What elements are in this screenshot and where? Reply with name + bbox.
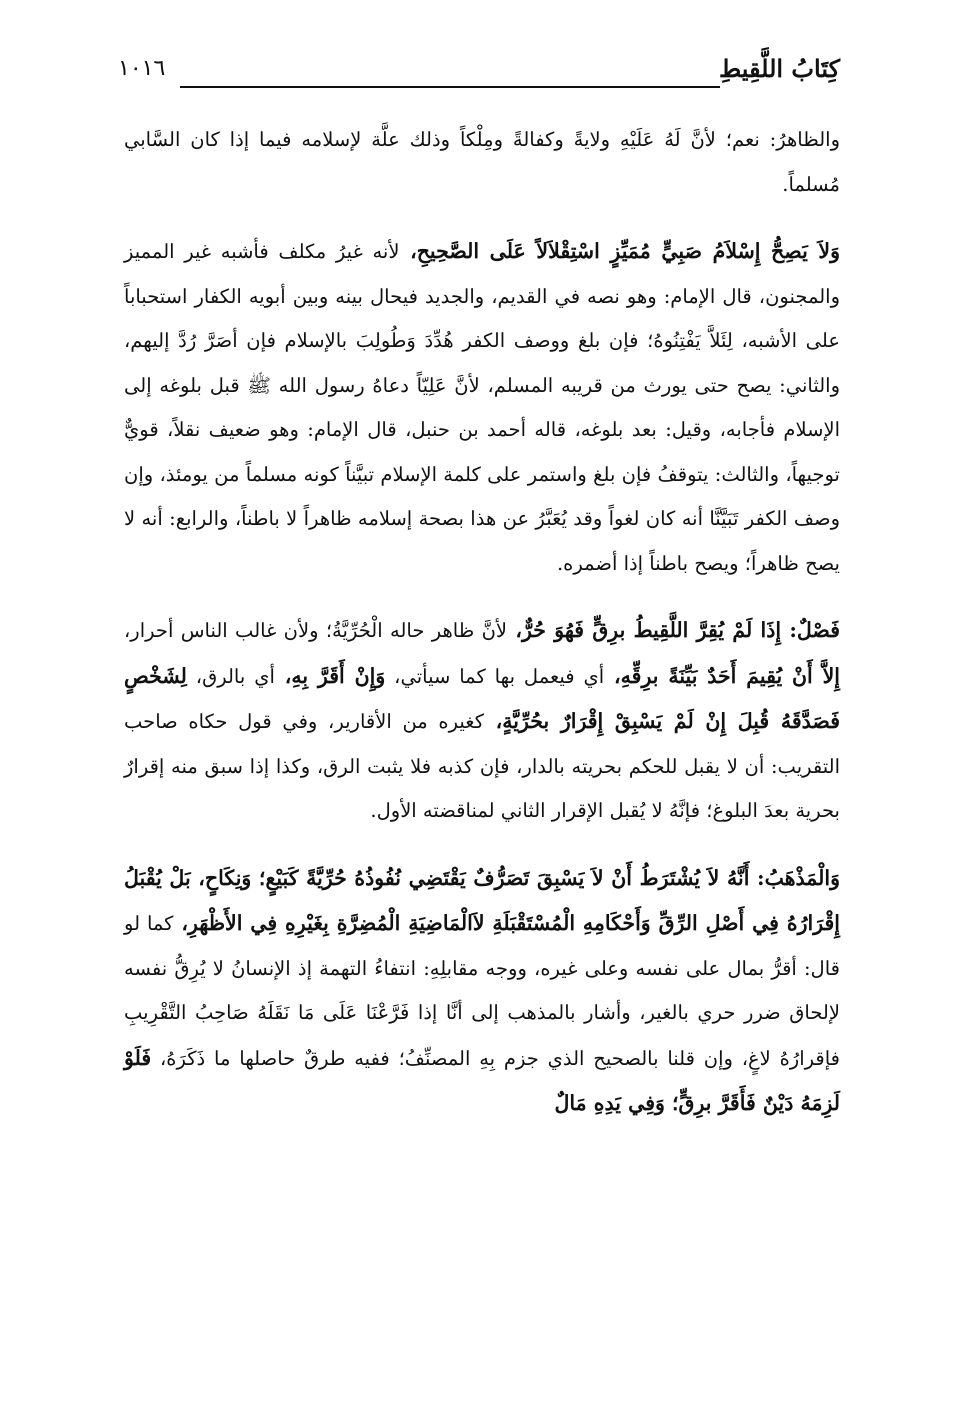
matn-text: وَإِنْ أَقَرَّ بِهِ، [274,663,386,688]
commentary-text: كما لو قال: أقرُّ بمال على نفسه وعلى غيره، ووجه مقابلِهِ: انتفاءُ التهمة إذ الإنسانُ لا يُرِقُّ نفسه لإلحاق ضرر حري بالغير، وأشار بالمذهب إلى أنَّا إذا فَرَّعْنَا عَلَى مَا نَقَلَهُ صَاحِبُ التَّقْرِيبِ فإقرارُهُ لاغٍ، وإن قلنا بالصحيح الذي جزم بِهِ المصنِّفُ؛ ففيه طرقٌ حاصلها ما ذَكَرَهُ، [124,912,840,1070]
commentary-text: أي فيعمل بها كما سيأتي، [385,664,605,688]
commentary-text: كغيره من الأقارير، وفي قول حكاه صاحب التقريب: أن لا يقبل للحكم بحريته بالدار، فإن كذبه فلا يثبت الرق، وكذا إذا سبق منه إقرارٌ بحرية بعدَ البلوغ؛ فإنَّهُ لا يُقبل الإقرار الثاني لمناقضته الأول. [124,710,840,822]
matn-text: فَلَوْ لَزِمَهُ دَيْنٌ فَأَقَرَّ برِقٍّ؛ وَفِي يَدِهِ مَالٌ [124,1045,840,1115]
commentary-text: لأنَّ ظاهر حاله الْحُرِّيَّةُ؛ ولأن غالب الناس أحرار، [124,619,508,642]
commentary-text: لأنه غيرُ مكلف فأشبه غير المميز والمجنون، قال الإمام: وهو نصه في القديم، والجديد فيحال بينه وبين أبويه الكفار استحباباً على الأشبه، لِئَلاَّ يَفْتِنُوهُ؛ فإن بلغ ووصف الكفر هُدِّدَ وَطُولِبَ بالإسلام فإن أصَرَّ رُدَّ إليهم، والثاني: يصح حتى يورث من قريبه المسلم، لأنَّ عَلِيّاً دعاهُ رسول الله ﷺ قبل بلوغه إلى الإسلام فأجابه، وقيل: بعد بلوغه، قاله أحمد بن حنبل، قال الإمام: وهو ضعيف نقلاً، قويٌّ توجيهاً، والثالث: يتوقفُ فإن بلغ واستمر على كلمة الإسلام تبيَّناً كونه مسلماً من يومئذ، وإن وصف الكفر تَبَيَّنَّا أنه كان لغواً وقد يُعَبَّرُ عن هذا بصحة إسلامه ظاهراً لا باطناً، والرابع: أنه لا يصح ظاهراً؛ ويصح باطناً إذا أضمره. [124,240,840,575]
matn-text: إِلاَّ أَنْ يُقِيمَ أَحَدٌ بَيِّنَةً برِقِّهِ، [604,663,840,688]
paragraph [124,118,840,207]
paragraph [124,608,840,834]
matn-text: لِشَخْصٍ فَصَدَّقَهُ قُبِلَ إِنْ لَمْ يَسْبِقْ إِقْرَارٌ بحُرِّيَّةٍ، [124,663,841,733]
paragraph [124,856,840,1127]
matn-text: فَصْلٌ: إِذَا لَمْ يُقِرَّ اللَّقِيطُ برِقٍّ فَهُوَ حُرٌّ، [507,618,840,642]
matn-text: وَلاَ يَصِحُّ إِسْلاَمُ صَبِيٍّ مُمَيِّزٍ اسْتِقْلاَلاً عَلَى الصَّحِيحِ، [399,239,840,263]
body-text [124,118,840,1127]
page-number: ١٠١٦ [118,56,166,81]
commentary-text: أي بالرق، [186,664,275,688]
running-header [118,52,840,98]
matn-text: وَالْمَذْهَبُ: أَنَّهُ لاَ يُشْتَرَطُ أَنْ لاَ يَسْبِقَ تَصَرُّفٌ يَقْتَضِي نُفُوذُهُ حُرِّيَّةً كَبَيْعٍ؛ وَنِكَاحٍ، بَلْ يُقْبَلُ إِقْرَارُهُ فِي أَصْلِ الرِّقِّ وَأَحْكَامِهِ الْمُسْتَقْبَلَةِ لاَالْمَاضِيَةِ الْمُضِرَّةِ بِغَيْرِهِ فِي الأَظْهَرِ، [124,865,840,935]
header-title: كِتَابُ اللَّقِيطِ [718,54,840,83]
header-rule [180,86,720,88]
paragraph [124,229,840,586]
text-run: والظاهرُ: نعم؛ لأنَّ لَهُ عَلَيْهِ ولايةً وكفالةً ومِلْكاً وذلك علَّة لإسلامه فيما إذا كان السَّابي مُسلماً. [124,128,840,196]
